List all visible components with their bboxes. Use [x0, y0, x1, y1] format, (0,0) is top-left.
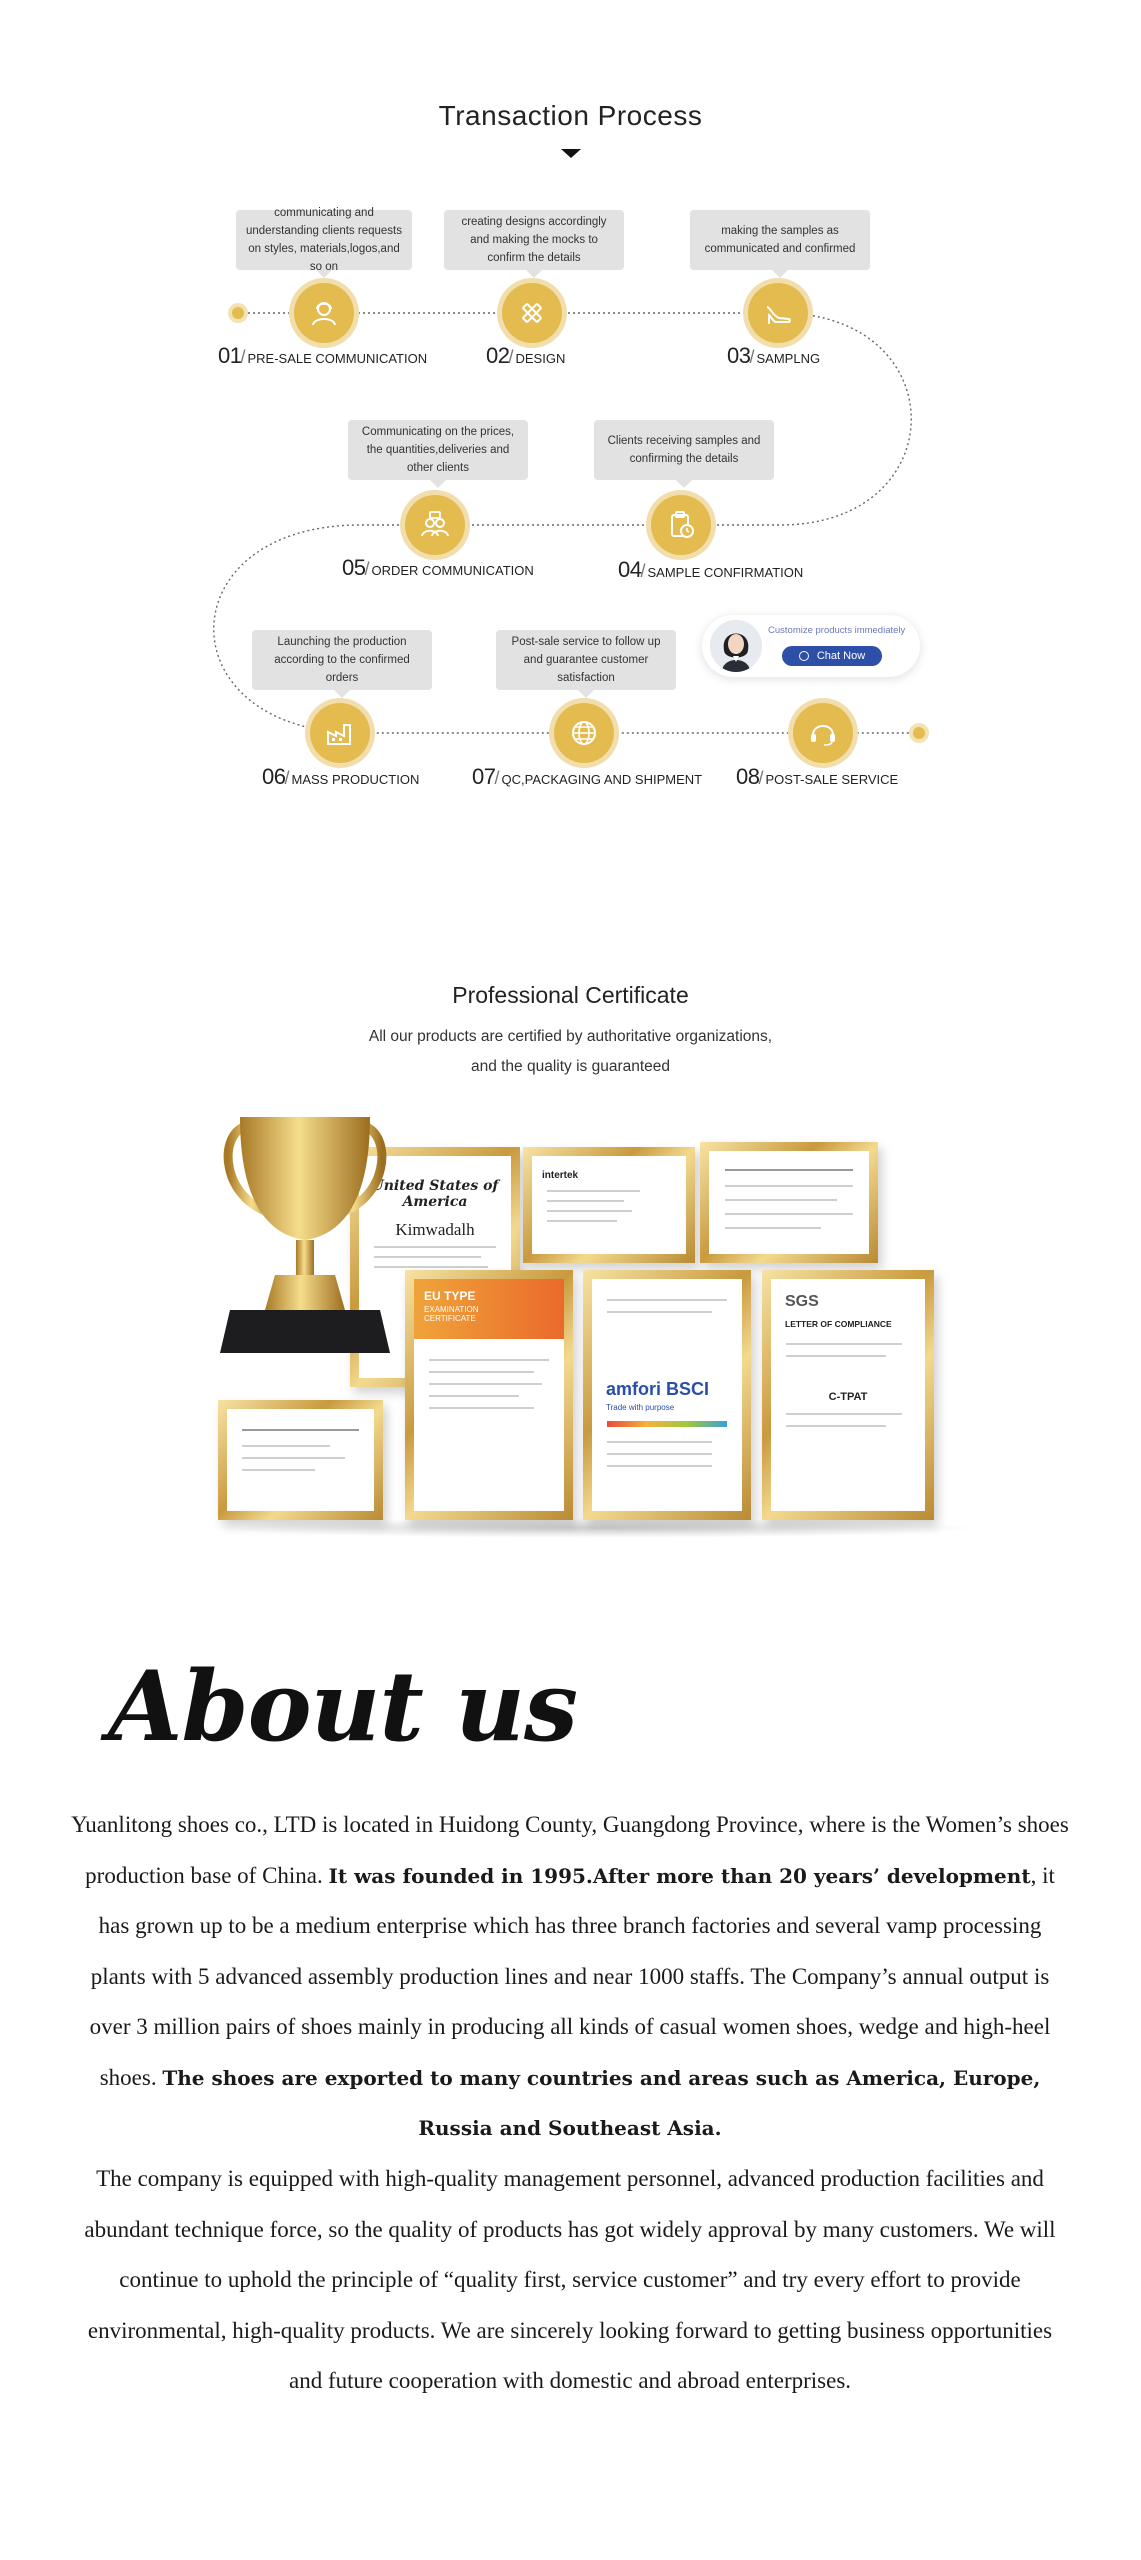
chat-bubbles-icon — [308, 297, 340, 329]
step-07-node — [554, 703, 614, 763]
path-start-dot — [232, 307, 244, 319]
step-02-label: 02 / DESIGN — [486, 343, 566, 368]
step-03-label: 03 / SAMPLNG — [727, 343, 821, 368]
headset-icon — [807, 717, 839, 749]
about-paragraph-2: The company is equipped with high-quality management personnel, advanced production facilities and abundant technique force, so the quality of products has got widely approval by many customers. We will continue to uphold the principle of “quality first, service customer” and try every effort to provide environmental, high-quality products. We are sincerely looking forward to getting business opportunities and future cooperation with domestic and abroad enterprises. — [84, 2166, 1056, 2393]
step-04-description: Clients receiving samples and confirming the details — [594, 420, 774, 480]
step-01-node — [294, 283, 354, 343]
step-02-node — [502, 283, 562, 343]
step-06-description: Launching the production according to the confirmed orders — [252, 630, 432, 690]
about-paragraph-1: Yuanlitong shoes co., LTD is located in Huidong County, Guangdong Province, where is the Women’s shoes production base of China. It was founded in 1995.After more than 20 years’ development, it has grown up to be a medium enterprise which has three branch factories and several vamp processing plants with 5 advanced assembly production lines and near 1000 staffs. The Company’s annual output is over 3 million pairs of shoes mainly in producing all kinds of casual women shoes, wedge and high-heel shoes. The shoes are exported to many countries and areas such as America, Europe, Russia and Southeast Asia. — [71, 1812, 1069, 2140]
certificate-frame-intertek-1: intertek — [523, 1147, 695, 1263]
certificate-frame-amfori: amfori BSCI Trade with purpose — [583, 1270, 751, 1520]
step-02-description: creating designs accordingly and making the mocks to confirm the details — [444, 210, 624, 270]
chat-prompt: Customize products immediately — [768, 625, 906, 636]
step-07-label: 07 / QC,PACKAGING AND SHIPMENT — [472, 764, 703, 789]
certificate-frame-eu: EU TYPE EXAMINATION CERTIFICATE — [405, 1270, 573, 1520]
step-05-node — [405, 495, 465, 555]
step-06-node — [310, 703, 370, 763]
high-heel-shoe-icon — [762, 297, 794, 329]
chat-widget — [702, 615, 920, 677]
certificate-subtitle: All our products are certified by authoritative organizations, and the quality is guaranteed — [368, 1028, 773, 1075]
step-05-description: Communicating on the prices, the quantities,deliveries and other clients — [348, 420, 528, 480]
step-01-description: communicating and understanding clients requests on styles, materials,logos,and so on — [236, 210, 412, 270]
certificate-title: Professional Certificate — [452, 982, 689, 1008]
step-06-label: 06 / MASS PRODUCTION — [262, 764, 420, 789]
chat-icon — [799, 651, 809, 661]
step-04-node — [651, 495, 711, 555]
step-08-node — [793, 703, 853, 763]
about-title: About us — [108, 1650, 578, 1763]
path-end-dot — [913, 727, 925, 739]
certificate-frame-us: United States of America Kimwadalh — [350, 1147, 520, 1387]
trophy-icon — [210, 1095, 400, 1400]
agent-avatar — [710, 620, 762, 672]
step-03-description: making the samples as communicated and confirmed — [690, 210, 870, 270]
step-05-label: 05 / ORDER COMMUNICATION — [342, 555, 534, 580]
step-01-label: 01 / PRE-SALE COMMUNICATION — [218, 343, 428, 368]
step-08-label: 08 / POST-SALE SERVICE — [736, 764, 899, 789]
certificate-frame-small — [218, 1400, 383, 1520]
floor-shadow — [205, 1518, 985, 1538]
step-07-description: Post-sale service to follow up and guarantee customer satisfaction — [496, 630, 676, 690]
clipboard-clock-icon — [665, 509, 697, 541]
step-04-label: 04 / SAMPLE CONFIRMATION — [618, 557, 804, 582]
globe-icon — [568, 717, 600, 749]
step-03-node — [748, 283, 808, 343]
transaction-process-title: Transaction Process — [438, 100, 703, 131]
certificate-frame-ccc — [700, 1142, 878, 1263]
certificate-frame-sgs: SGS LETTER OF COMPLIANCE C-TPAT — [762, 1270, 934, 1520]
design-tools-icon — [516, 297, 548, 329]
people-talk-icon — [419, 509, 451, 541]
factory-icon — [324, 717, 356, 749]
chat-now-button[interactable]: Chat Now — [782, 646, 882, 666]
